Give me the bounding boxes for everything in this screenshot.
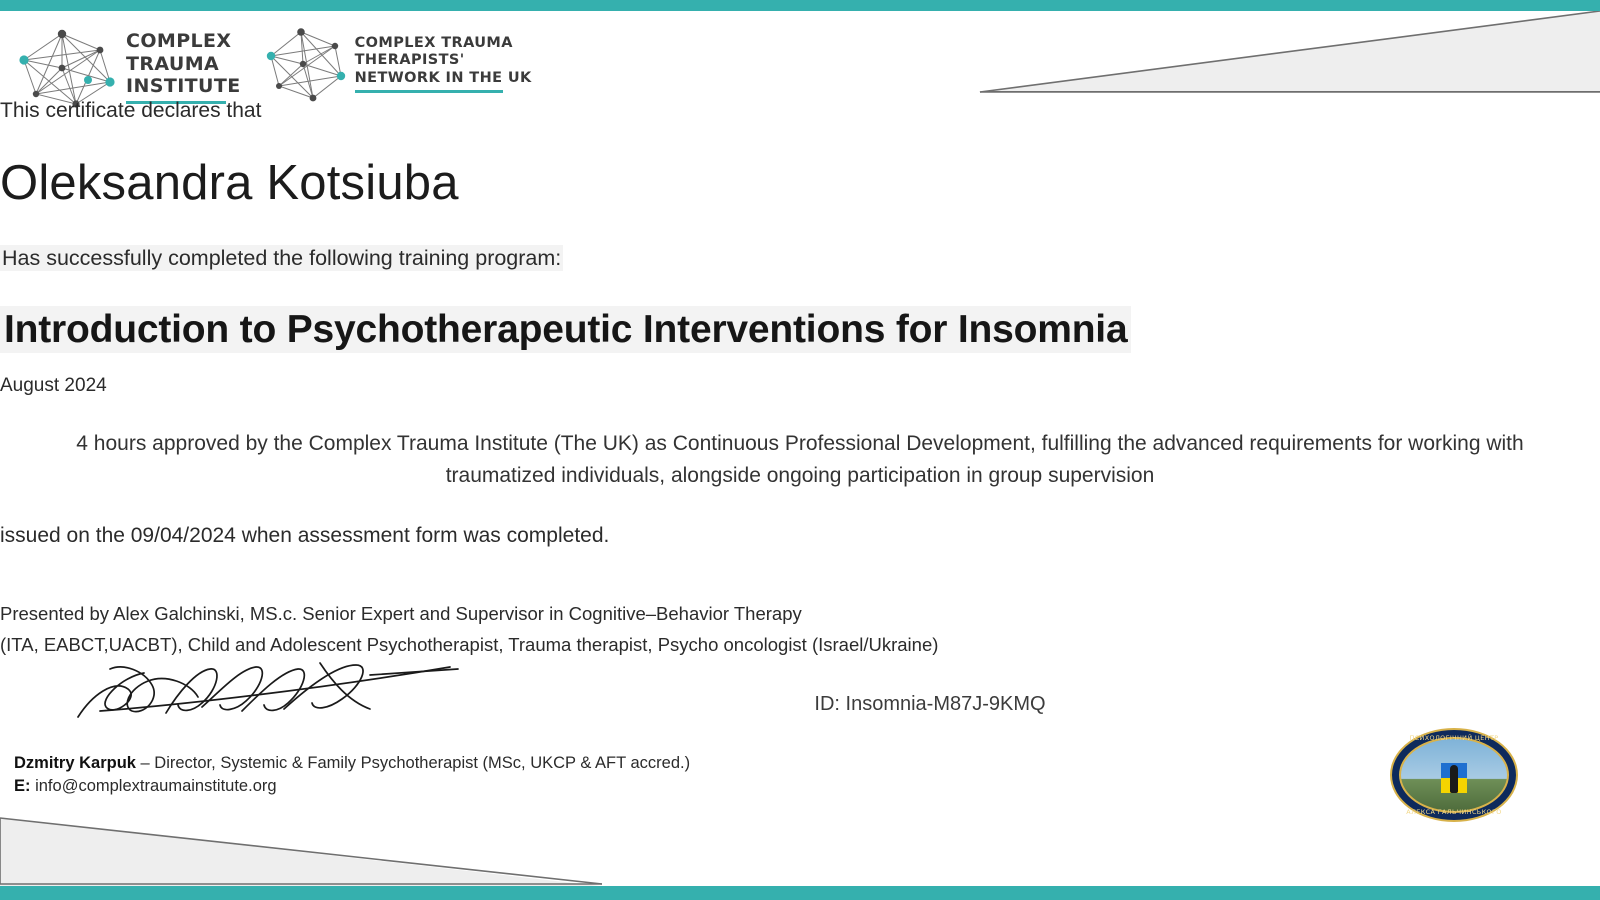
recipient-name: Oleksandra Kotsiuba <box>0 156 459 210</box>
course-title <box>0 308 1600 352</box>
certificate-id: ID: Insomnia-M87J-9KMQ <box>814 693 1046 715</box>
network-graph-icon <box>14 24 118 110</box>
logo-row <box>14 24 532 110</box>
top-right-decorative-wedge <box>979 11 1600 92</box>
logo-line-3: INSTITUTE <box>126 75 241 98</box>
signer-line <box>14 752 690 775</box>
presenter-line-1: Presented by Alex Galchinski, MS.c. Senior Expert and Supervisor in Cognitive–Behavior Therapy <box>0 603 802 624</box>
seal-inner-scene <box>1399 737 1509 813</box>
approval-text: 4 hours approved by the Complex Trauma Institute (The UK) as Continuous Professional Development, fulfilling the advanced requirements for working with traumatized individuals, alongside ongoing participation in group supervision <box>76 432 1524 487</box>
logo-ct-therapists-network <box>263 24 532 104</box>
course-date: August 2024 <box>0 375 107 396</box>
network-graph-icon <box>263 24 347 104</box>
psychological-center-seal <box>1390 728 1518 822</box>
seal-text-bottom: АЛЕКСА ГАЛЬЧИНСЬКОГО <box>1406 808 1502 816</box>
completion-line-text: Has successfully completed the following training program: <box>2 246 562 270</box>
bottom-left-decorative-wedge <box>0 818 600 886</box>
handwritten-signature <box>70 655 490 735</box>
course-title-text: Introduction to Psychotherapeutic Interventions for Insomnia <box>0 306 1131 353</box>
signer-name: Dzmitry Karpuk <box>14 754 136 772</box>
declaration-line: This certificate declares that <box>0 99 262 122</box>
signer-role: – Director, Systemic & Family Psychotherapist (MSc, UKCP & AFT accred.) <box>135 754 691 772</box>
person-silhouette-icon <box>1450 765 1458 793</box>
email-label: E: <box>14 777 31 795</box>
logo-complex-trauma-institute <box>14 24 241 110</box>
presenter-block <box>0 598 1600 660</box>
logo-underline <box>355 90 503 93</box>
logo-line-1: COMPLEX TRAUMA <box>354 35 513 52</box>
completion-line <box>0 246 1600 271</box>
logo-line-1: COMPLEX <box>126 30 232 53</box>
bottom-accent-bar <box>0 886 1600 900</box>
signer-block <box>14 752 690 798</box>
presenter-line-2: (ITA, EABCT,UACBT), Child and Adolescent Psychotherapist, Trauma therapist, Psycho oncologist (Israel/Ukraine) <box>0 634 939 655</box>
seal-text-top: ПСИХОЛОГІЧНИЙ ЦЕНТР <box>1409 734 1499 742</box>
logo-line-2: TRAUMA <box>126 52 220 75</box>
logo-line-2: THERAPISTS' <box>354 52 465 69</box>
email-value[interactable]: info@complextraumainstitute.org <box>35 777 277 795</box>
email-line <box>14 775 690 798</box>
issued-text: issued on the 09/04/2024 when assessment form was completed. <box>0 524 610 547</box>
top-accent-bar <box>0 0 1600 11</box>
logo-line-3: NETWORK IN THE UK <box>354 69 532 86</box>
